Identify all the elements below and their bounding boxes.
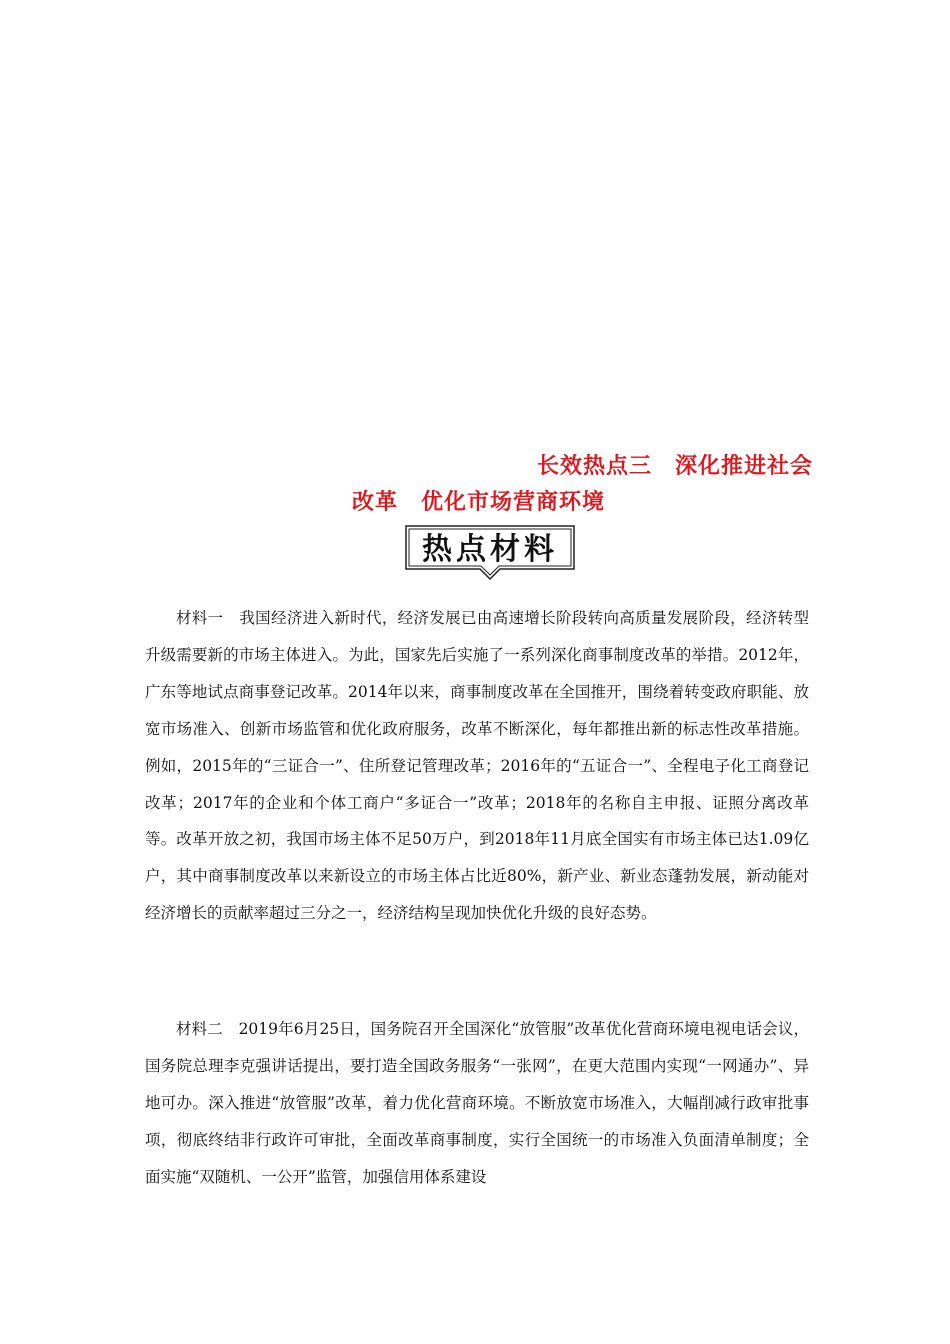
section-badge <box>403 523 577 573</box>
page-title-line-2: 改革 优化市场营商环境 <box>352 490 606 515</box>
page-title-line-1: 长效热点三 深化推进社会 <box>537 454 814 479</box>
section-badge-label: 热点材料 <box>422 532 558 567</box>
material-paragraph-1: 材料一 我国经济进入新时代，经济发展已由高速增长阶段转向高质量发展阶段，经济转型升级需要新的市场主体进入。为此，国家先后实施了一系列深化商事制度改革的举措。2012年，广东等地试点商事登记改革。2014年以来，商事制度改革在全国推开，围绕着转变政府职能、放宽市场准入、创新市场监管和优化政府服务，改革不断深化，每年都推出新的标志性改革措施。例如，2015年的“三证合一”、住所登记管理改革；2016年的“五证合一”、全程电子化工商登记改革；2017年的企业和个体工商户“多证合一”改革；2018年的名称自主申报、证照分离改革等。改革开放之初，我国市场主体不足50万户，到2018年11月底全国实有市场主体已达1.09亿户，其中商事制度改革以来新设立的市场主体占比近80%，新产业、新业态蓬勃发展，新动能对经济增长的贡献率超过三分之一，经济结构呈现加快优化升级的良好态势。 <box>145 609 809 923</box>
material-paragraph-2: 材料二 2019年6月25日，国务院召开全国深化“放管服”改革优化营商环境电视电话会议，国务院总理李克强讲话提出，要打造全国政务服务“一张网”，在更大范围内实现“一网通办”、异地可办。深入推进“放管服”改革，着力优化营商环境。不断放宽市场准入，大幅削减行政审批事项，彻底终结非行政许可审批，全面改革商事制度，实行全国统一的市场准入负面清单制度；全面实施“双随机、一公开”监管，加强信用体系建设 <box>145 1020 809 1186</box>
